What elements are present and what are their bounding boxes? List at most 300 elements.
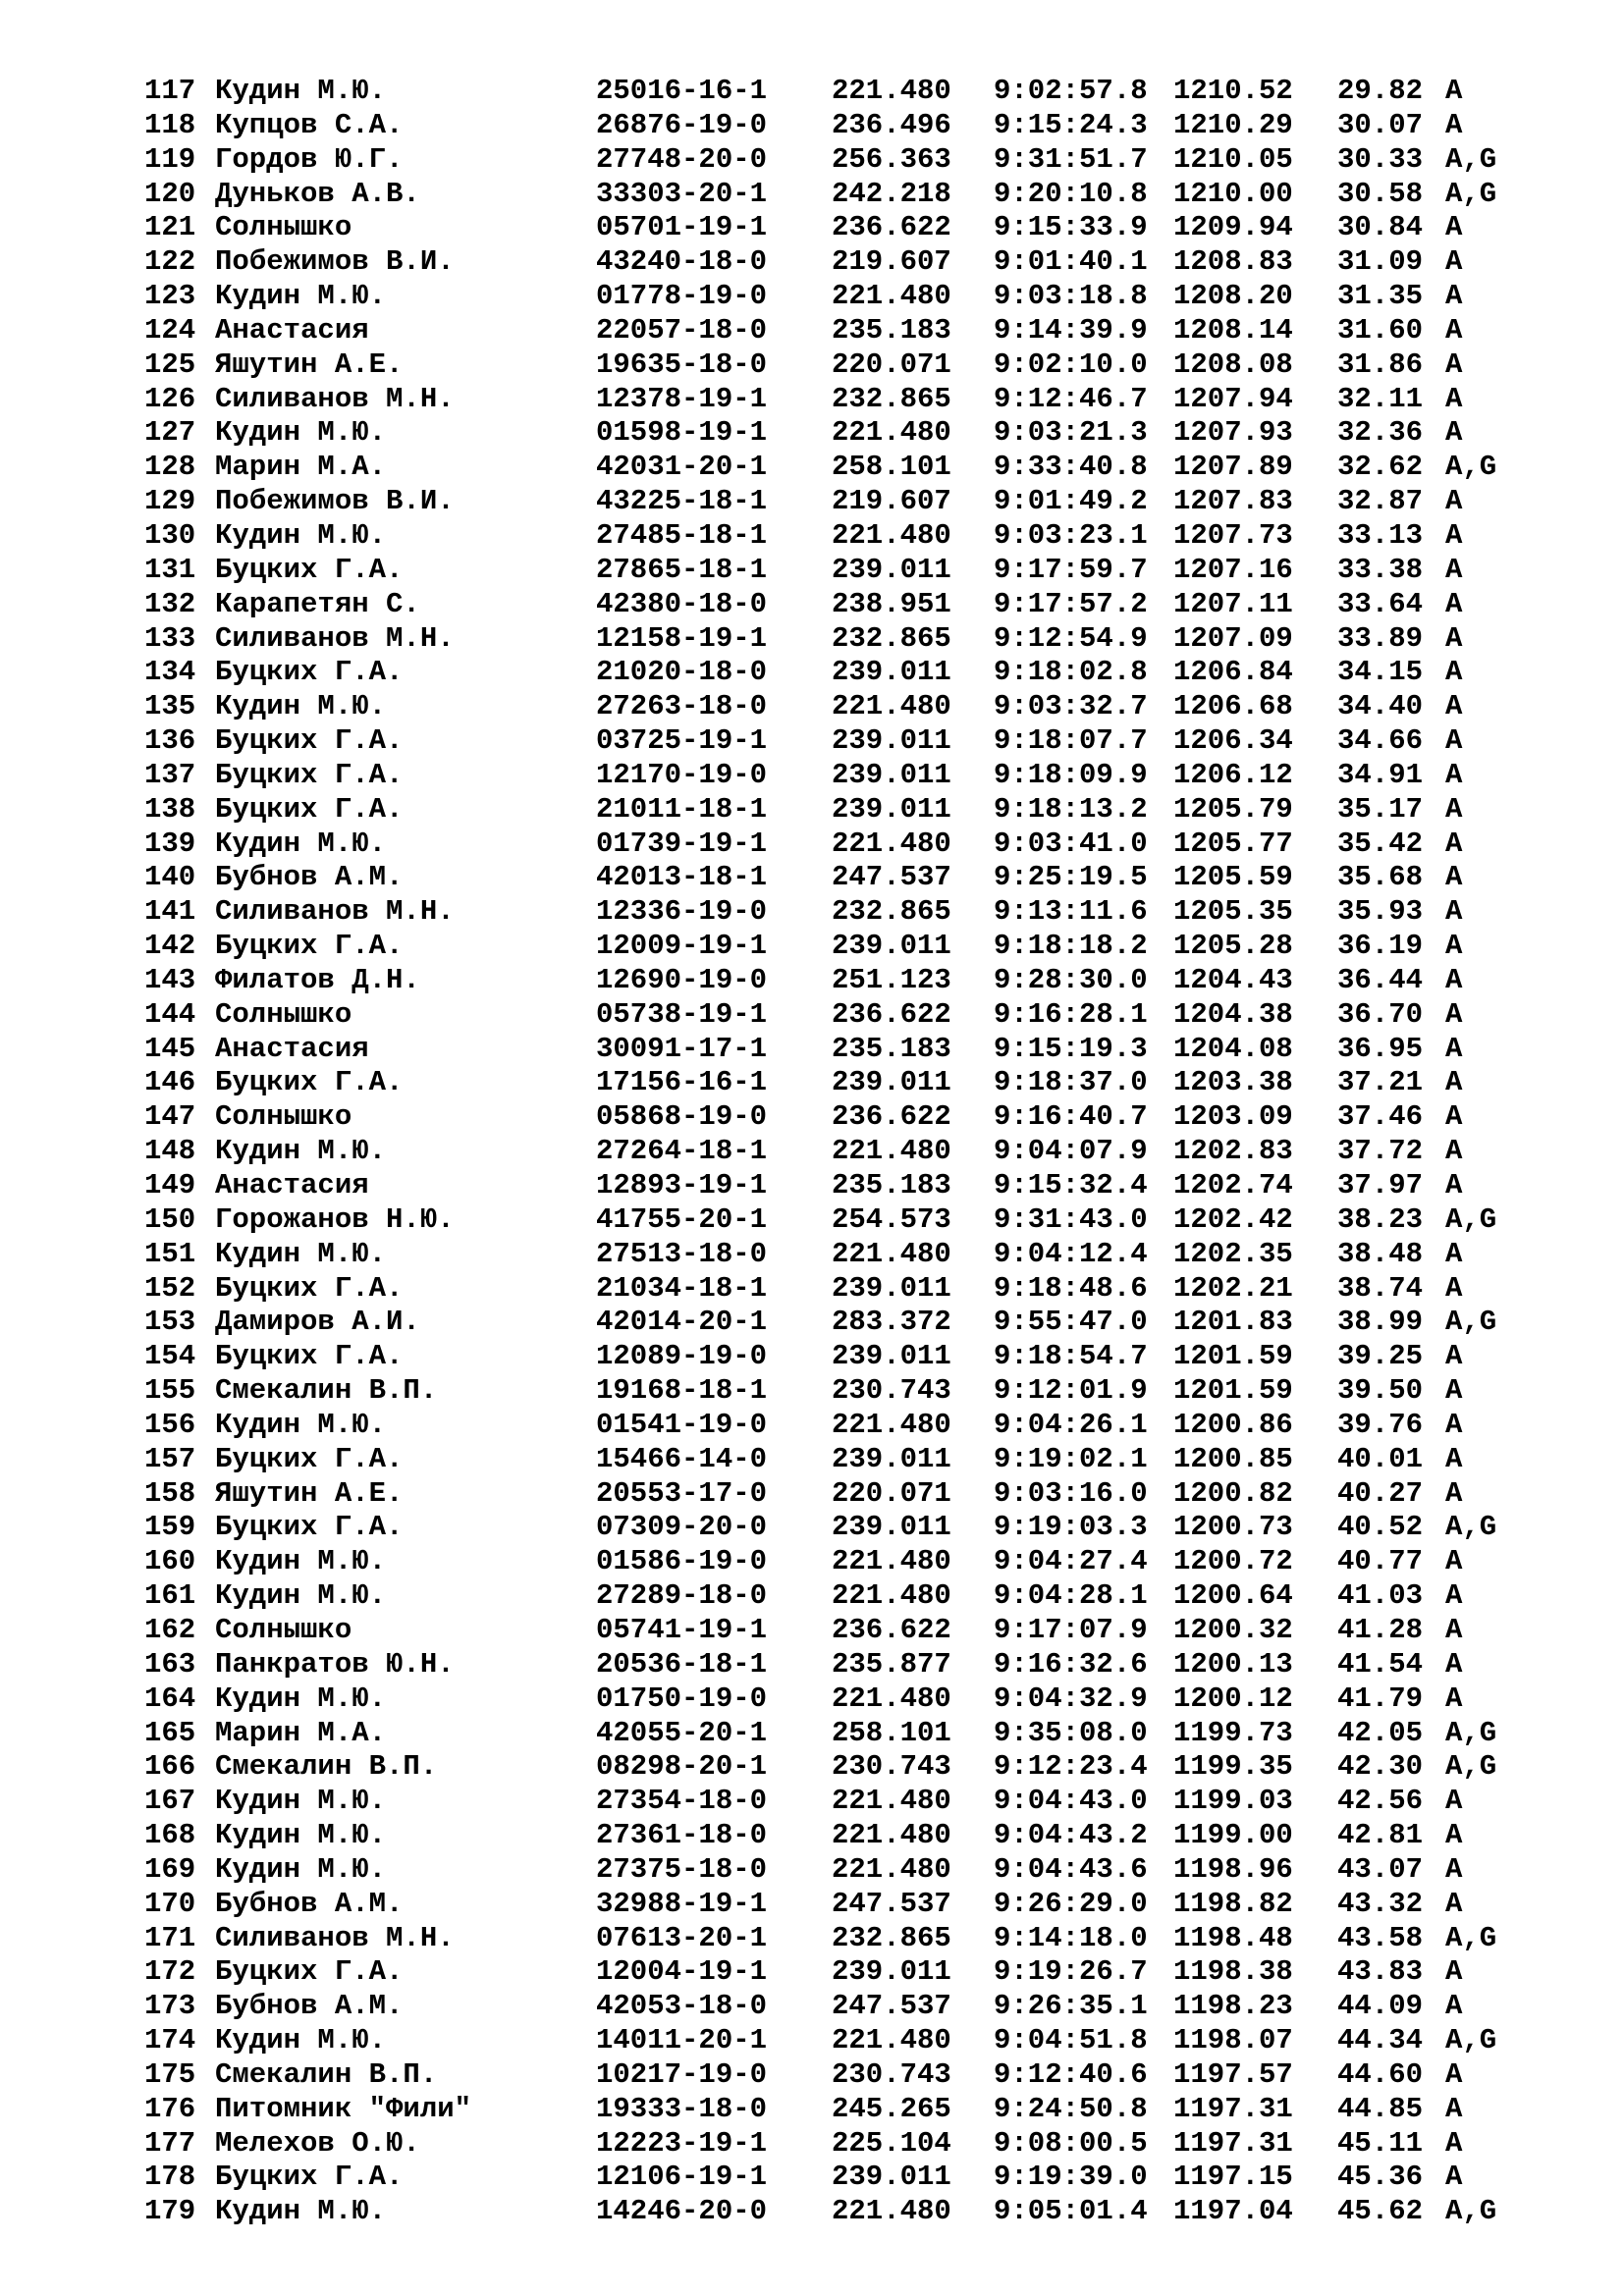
distance-value: 221.480 (832, 1785, 951, 1818)
ring-number: 43225-18-1 (596, 485, 768, 518)
distance-value: 236.622 (832, 211, 951, 244)
speed-value: 1209.94 (1173, 211, 1293, 244)
ring-number: 21034-18-1 (596, 1271, 768, 1305)
table-row (144, 348, 1519, 383)
place-number: 123 (144, 280, 196, 313)
score-value: 32.87 (1337, 485, 1424, 518)
score-value: 33.13 (1337, 518, 1424, 552)
ring-number: 01541-19-0 (596, 1408, 768, 1441)
ring-number: 42053-18-0 (596, 1990, 768, 2023)
participant-name: Бубнов А.М. (215, 1990, 404, 2023)
participant-name: Буцких Г.А. (215, 1442, 404, 1475)
arrival-time: 9:15:33.9 (994, 211, 1148, 244)
table-row (144, 1785, 1519, 1819)
speed-value: 1200.73 (1173, 1511, 1293, 1544)
place-number: 177 (144, 2126, 196, 2160)
arrival-time: 9:19:26.7 (994, 1955, 1148, 1989)
speed-value: 1198.48 (1173, 1921, 1293, 1954)
participant-name: Кудин М.Ю. (215, 1682, 387, 1715)
speed-value: 1208.14 (1173, 313, 1293, 347)
arrival-time: 9:55:47.0 (994, 1306, 1148, 1339)
participant-name: Буцких Г.А. (215, 1066, 404, 1099)
arrival-time: 9:18:07.7 (994, 724, 1148, 758)
place-number: 155 (144, 1374, 196, 1408)
score-value: 36.44 (1337, 963, 1424, 996)
participant-name: Анастасия (215, 313, 369, 347)
distance-value: 221.480 (832, 2024, 951, 2057)
place-number: 139 (144, 827, 196, 860)
arrival-time: 9:19:03.3 (994, 1511, 1148, 1544)
score-value: 42.30 (1337, 1750, 1424, 1784)
participant-name: Марин М.А. (215, 1716, 387, 1749)
arrival-time: 9:12:40.6 (994, 2057, 1148, 2091)
participant-name: Бубнов А.М. (215, 1887, 404, 1920)
speed-value: 1202.42 (1173, 1202, 1293, 1236)
score-value: 45.11 (1337, 2126, 1424, 2160)
table-row (144, 75, 1519, 109)
score-value: 43.32 (1337, 1887, 1424, 1920)
table-row (144, 1579, 1519, 1614)
ring-number: 12106-19-1 (596, 2161, 768, 2194)
table-row (144, 2058, 1519, 2093)
arrival-time: 9:18:09.9 (994, 758, 1148, 791)
flags-value: A (1445, 2057, 1463, 2091)
distance-value: 221.480 (832, 1135, 951, 1168)
place-number: 124 (144, 313, 196, 347)
flags-value: A (1445, 758, 1463, 791)
place-number: 159 (144, 1511, 196, 1544)
ring-number: 01598-19-1 (596, 416, 768, 450)
speed-value: 1200.85 (1173, 1442, 1293, 1475)
arrival-time: 9:03:21.3 (994, 416, 1148, 450)
place-number: 176 (144, 2092, 196, 2125)
score-value: 37.72 (1337, 1135, 1424, 1168)
score-value: 35.93 (1337, 895, 1424, 929)
flags-value: A (1445, 1374, 1463, 1408)
table-row (144, 485, 1519, 519)
place-number: 129 (144, 485, 196, 518)
table-row (144, 690, 1519, 724)
arrival-time: 9:03:41.0 (994, 827, 1148, 860)
speed-value: 1206.34 (1173, 724, 1293, 758)
table-row (144, 828, 1519, 862)
table-row (144, 622, 1519, 657)
distance-value: 247.537 (832, 1887, 951, 1920)
distance-value: 221.480 (832, 690, 951, 723)
table-row (144, 2024, 1519, 2058)
ring-number: 27485-18-1 (596, 518, 768, 552)
distance-value: 232.865 (832, 621, 951, 655)
distance-value: 219.607 (832, 245, 951, 279)
table-row (144, 759, 1519, 793)
place-number: 144 (144, 997, 196, 1031)
table-row (144, 1443, 1519, 1477)
table-row (144, 2195, 1519, 2229)
participant-name: Буцких Г.А. (215, 1511, 404, 1544)
distance-value: 242.218 (832, 177, 951, 210)
place-number: 172 (144, 1955, 196, 1989)
table-row (144, 109, 1519, 143)
participant-name: Кудин М.Ю. (215, 1785, 387, 1818)
participant-name: Силиванов М.Н. (215, 382, 455, 415)
participant-name: Кудин М.Ю. (215, 416, 387, 450)
table-row (144, 178, 1519, 212)
arrival-time: 9:25:19.5 (994, 861, 1148, 894)
ring-number: 22057-18-0 (596, 313, 768, 347)
table-row (144, 451, 1519, 485)
table-row (144, 1100, 1519, 1135)
ring-number: 12089-19-0 (596, 1340, 768, 1373)
speed-value: 1206.84 (1173, 656, 1293, 689)
ring-number: 05868-19-0 (596, 1100, 768, 1134)
score-value: 35.68 (1337, 861, 1424, 894)
speed-value: 1197.57 (1173, 2057, 1293, 2091)
score-value: 40.01 (1337, 1442, 1424, 1475)
arrival-time: 9:02:10.0 (994, 347, 1148, 381)
arrival-time: 9:08:00.5 (994, 2126, 1148, 2160)
score-value: 40.27 (1337, 1476, 1424, 1510)
score-value: 35.42 (1337, 827, 1424, 860)
speed-value: 1200.82 (1173, 1476, 1293, 1510)
distance-value: 225.104 (832, 2126, 951, 2160)
flags-value: A (1445, 861, 1463, 894)
place-number: 119 (144, 142, 196, 176)
flags-value: A,G (1445, 1202, 1497, 1236)
table-row (144, 2127, 1519, 2162)
distance-value: 251.123 (832, 963, 951, 996)
place-number: 125 (144, 347, 196, 381)
distance-value: 239.011 (832, 1066, 951, 1099)
arrival-time: 9:20:10.8 (994, 177, 1148, 210)
arrival-time: 9:26:29.0 (994, 1887, 1148, 1920)
participant-name: Бубнов А.М. (215, 861, 404, 894)
participant-name: Кудин М.Ю. (215, 1852, 387, 1886)
speed-value: 1203.09 (1173, 1100, 1293, 1134)
participant-name: Панкратов Ю.Н. (215, 1647, 455, 1681)
score-value: 44.85 (1337, 2092, 1424, 2125)
ring-number: 42014-20-1 (596, 1306, 768, 1339)
participant-name: Дуньков А.В. (215, 177, 420, 210)
table-row (144, 2161, 1519, 2195)
arrival-time: 9:12:23.4 (994, 1750, 1148, 1784)
flags-value: A (1445, 792, 1463, 826)
arrival-time: 9:18:54.7 (994, 1340, 1148, 1373)
speed-value: 1202.83 (1173, 1135, 1293, 1168)
table-row (144, 1066, 1519, 1100)
participant-name: Силиванов М.Н. (215, 621, 455, 655)
participant-name: Яшутин А.Е. (215, 347, 404, 381)
flags-value: A (1445, 75, 1463, 107)
speed-value: 1200.32 (1173, 1613, 1293, 1646)
place-number: 168 (144, 1819, 196, 1852)
score-value: 32.36 (1337, 416, 1424, 450)
place-number: 135 (144, 690, 196, 723)
place-number: 162 (144, 1613, 196, 1646)
participant-name: Смекалин В.П. (215, 1374, 438, 1408)
score-value: 44.09 (1337, 1990, 1424, 2023)
place-number: 154 (144, 1340, 196, 1373)
participant-name: Солнышко (215, 1613, 352, 1646)
place-number: 126 (144, 382, 196, 415)
distance-value: 254.573 (832, 1202, 951, 1236)
ring-number: 07613-20-1 (596, 1921, 768, 1954)
arrival-time: 9:04:28.1 (994, 1579, 1148, 1613)
score-value: 35.17 (1337, 792, 1424, 826)
score-value: 42.81 (1337, 1819, 1424, 1852)
score-value: 31.09 (1337, 245, 1424, 279)
score-value: 42.05 (1337, 1716, 1424, 1749)
distance-value: 236.622 (832, 1613, 951, 1646)
participant-name: Солнышко (215, 211, 352, 244)
distance-value: 232.865 (832, 895, 951, 929)
speed-value: 1202.35 (1173, 1237, 1293, 1270)
speed-value: 1210.29 (1173, 108, 1293, 141)
flags-value: A (1445, 1579, 1463, 1613)
ring-number: 19333-18-0 (596, 2092, 768, 2125)
place-number: 166 (144, 1750, 196, 1784)
flags-value: A (1445, 347, 1463, 381)
distance-value: 247.537 (832, 861, 951, 894)
ring-number: 42380-18-0 (596, 587, 768, 620)
distance-value: 220.071 (832, 347, 951, 381)
flags-value: A (1445, 2161, 1463, 2194)
table-row (144, 245, 1519, 280)
ring-number: 42031-20-1 (596, 451, 768, 484)
distance-value: 238.951 (832, 587, 951, 620)
place-number: 147 (144, 1100, 196, 1134)
ring-number: 05741-19-1 (596, 1613, 768, 1646)
participant-name: Кудин М.Ю. (215, 1579, 387, 1613)
distance-value: 239.011 (832, 758, 951, 791)
score-value: 43.83 (1337, 1955, 1424, 1989)
participant-name: Кудин М.Ю. (215, 280, 387, 313)
participant-name: Горожанов Н.Ю. (215, 1202, 455, 1236)
score-value: 29.82 (1337, 75, 1424, 107)
arrival-time: 9:04:43.0 (994, 1785, 1148, 1818)
participant-name: Карапетян С. (215, 587, 420, 620)
place-number: 167 (144, 1785, 196, 1818)
flags-value: A (1445, 997, 1463, 1031)
table-row (144, 280, 1519, 314)
distance-value: 283.372 (832, 1306, 951, 1339)
arrival-time: 9:31:51.7 (994, 142, 1148, 176)
place-number: 150 (144, 1202, 196, 1236)
distance-value: 239.011 (832, 1955, 951, 1989)
place-number: 132 (144, 587, 196, 620)
score-value: 30.07 (1337, 108, 1424, 141)
table-row (144, 1545, 1519, 1579)
speed-value: 1198.82 (1173, 1887, 1293, 1920)
place-number: 153 (144, 1306, 196, 1339)
speed-value: 1197.31 (1173, 2126, 1293, 2160)
score-value: 38.74 (1337, 1271, 1424, 1305)
place-number: 157 (144, 1442, 196, 1475)
score-value: 41.54 (1337, 1647, 1424, 1681)
arrival-time: 9:19:02.1 (994, 1442, 1148, 1475)
arrival-time: 9:12:46.7 (994, 382, 1148, 415)
score-value: 45.36 (1337, 2161, 1424, 2194)
ring-number: 41755-20-1 (596, 1202, 768, 1236)
score-value: 38.23 (1337, 1202, 1424, 1236)
distance-value: 239.011 (832, 792, 951, 826)
flags-value: A (1445, 621, 1463, 655)
score-value: 36.19 (1337, 930, 1424, 963)
score-value: 32.11 (1337, 382, 1424, 415)
flags-value: A,G (1445, 1716, 1497, 1749)
distance-value: 221.480 (832, 75, 951, 107)
score-value: 36.95 (1337, 1032, 1424, 1065)
table-row (144, 964, 1519, 998)
place-number: 141 (144, 895, 196, 929)
distance-value: 221.480 (832, 827, 951, 860)
score-value: 38.99 (1337, 1306, 1424, 1339)
ring-number: 19168-18-1 (596, 1374, 768, 1408)
arrival-time: 9:16:32.6 (994, 1647, 1148, 1681)
table-row (144, 1853, 1519, 1888)
speed-value: 1197.31 (1173, 2092, 1293, 2125)
ring-number: 17156-16-1 (596, 1066, 768, 1099)
speed-value: 1204.43 (1173, 963, 1293, 996)
arrival-time: 9:01:40.1 (994, 245, 1148, 279)
place-number: 118 (144, 108, 196, 141)
distance-value: 232.865 (832, 1921, 951, 1954)
speed-value: 1206.12 (1173, 758, 1293, 791)
speed-value: 1198.23 (1173, 1990, 1293, 2023)
arrival-time: 9:14:18.0 (994, 1921, 1148, 1954)
distance-value: 235.183 (832, 1032, 951, 1065)
ring-number: 12378-19-1 (596, 382, 768, 415)
ring-number: 05701-19-1 (596, 211, 768, 244)
place-number: 148 (144, 1135, 196, 1168)
table-row (144, 1306, 1519, 1340)
table-row (144, 211, 1519, 245)
ring-number: 05738-19-1 (596, 997, 768, 1031)
table-row (144, 930, 1519, 964)
place-number: 171 (144, 1921, 196, 1954)
flags-value: A,G (1445, 2195, 1497, 2228)
speed-value: 1207.83 (1173, 485, 1293, 518)
arrival-time: 9:04:43.6 (994, 1852, 1148, 1886)
score-value: 30.58 (1337, 177, 1424, 210)
ring-number: 12170-19-0 (596, 758, 768, 791)
table-row (144, 1033, 1519, 1067)
table-row (144, 1238, 1519, 1272)
place-number: 161 (144, 1579, 196, 1613)
table-row (144, 793, 1519, 828)
flags-value: A (1445, 690, 1463, 723)
flags-value: A (1445, 895, 1463, 929)
distance-value: 221.480 (832, 518, 951, 552)
ring-number: 27748-20-0 (596, 142, 768, 176)
arrival-time: 9:15:32.4 (994, 1169, 1148, 1201)
score-value: 40.52 (1337, 1511, 1424, 1544)
flags-value: A (1445, 416, 1463, 450)
score-value: 39.76 (1337, 1408, 1424, 1441)
participant-name: Гордов Ю.Г. (215, 142, 404, 176)
ring-number: 12158-19-1 (596, 621, 768, 655)
ring-number: 27289-18-0 (596, 1579, 768, 1613)
table-row (144, 416, 1519, 451)
arrival-time: 9:04:26.1 (994, 1408, 1148, 1441)
flags-value: A (1445, 382, 1463, 415)
place-number: 134 (144, 656, 196, 689)
arrival-time: 9:16:40.7 (994, 1100, 1148, 1134)
flags-value: A (1445, 1032, 1463, 1065)
arrival-time: 9:04:12.4 (994, 1237, 1148, 1270)
ring-number: 01778-19-0 (596, 280, 768, 313)
ring-number: 07309-20-0 (596, 1511, 768, 1544)
participant-name: Кудин М.Ю. (215, 1545, 387, 1578)
flags-value: A (1445, 1785, 1463, 1818)
place-number: 122 (144, 245, 196, 279)
arrival-time: 9:17:57.2 (994, 587, 1148, 620)
arrival-time: 9:14:39.9 (994, 313, 1148, 347)
flags-value: A (1445, 1066, 1463, 1099)
participant-name: Буцких Г.А. (215, 656, 404, 689)
table-row (144, 314, 1519, 348)
speed-value: 1205.77 (1173, 827, 1293, 860)
table-row (144, 1717, 1519, 1751)
participant-name: Купцов С.А. (215, 108, 404, 141)
table-row (144, 1990, 1519, 2024)
participant-name: Солнышко (215, 1100, 352, 1134)
ring-number: 33303-20-1 (596, 177, 768, 210)
participant-name: Буцких Г.А. (215, 2161, 404, 2194)
table-row (144, 1750, 1519, 1785)
participant-name: Кудин М.Ю. (215, 1819, 387, 1852)
arrival-time: 9:04:07.9 (994, 1135, 1148, 1168)
place-number: 173 (144, 1990, 196, 2023)
participant-name: Силиванов М.Н. (215, 1921, 455, 1954)
score-value: 34.66 (1337, 724, 1424, 758)
ring-number: 30091-17-1 (596, 1032, 768, 1065)
arrival-time: 9:18:18.2 (994, 930, 1148, 963)
distance-value: 245.265 (832, 2092, 951, 2125)
flags-value: A (1445, 963, 1463, 996)
speed-value: 1205.28 (1173, 930, 1293, 963)
score-value: 34.40 (1337, 690, 1424, 723)
score-value: 39.25 (1337, 1340, 1424, 1373)
place-number: 117 (144, 75, 196, 107)
participant-name: Кудин М.Ю. (215, 518, 387, 552)
ring-number: 14246-20-0 (596, 2195, 768, 2228)
score-value: 39.50 (1337, 1374, 1424, 1408)
speed-value: 1207.89 (1173, 451, 1293, 484)
participant-name: Буцких Г.А. (215, 1340, 404, 1373)
participant-name: Буцких Г.А. (215, 930, 404, 963)
distance-value: 221.480 (832, 416, 951, 450)
arrival-time: 9:33:40.8 (994, 451, 1148, 484)
ring-number: 42013-18-1 (596, 861, 768, 894)
participant-name: Кудин М.Ю. (215, 2024, 387, 2057)
distance-value: 221.480 (832, 280, 951, 313)
table-row (144, 1272, 1519, 1307)
ring-number: 01750-19-0 (596, 1682, 768, 1715)
score-value: 36.70 (1337, 997, 1424, 1031)
speed-value: 1207.09 (1173, 621, 1293, 655)
flags-value: A (1445, 2092, 1463, 2125)
flags-value: A (1445, 1647, 1463, 1681)
table-row (144, 1955, 1519, 1990)
distance-value: 221.480 (832, 1682, 951, 1715)
participant-name: Филатов Д.Н. (215, 963, 420, 996)
ring-number: 26876-19-0 (596, 108, 768, 141)
participant-name: Смекалин В.П. (215, 1750, 438, 1784)
table-row (144, 1648, 1519, 1682)
ring-number: 01586-19-0 (596, 1545, 768, 1578)
speed-value: 1210.52 (1173, 75, 1293, 107)
place-number: 127 (144, 416, 196, 450)
